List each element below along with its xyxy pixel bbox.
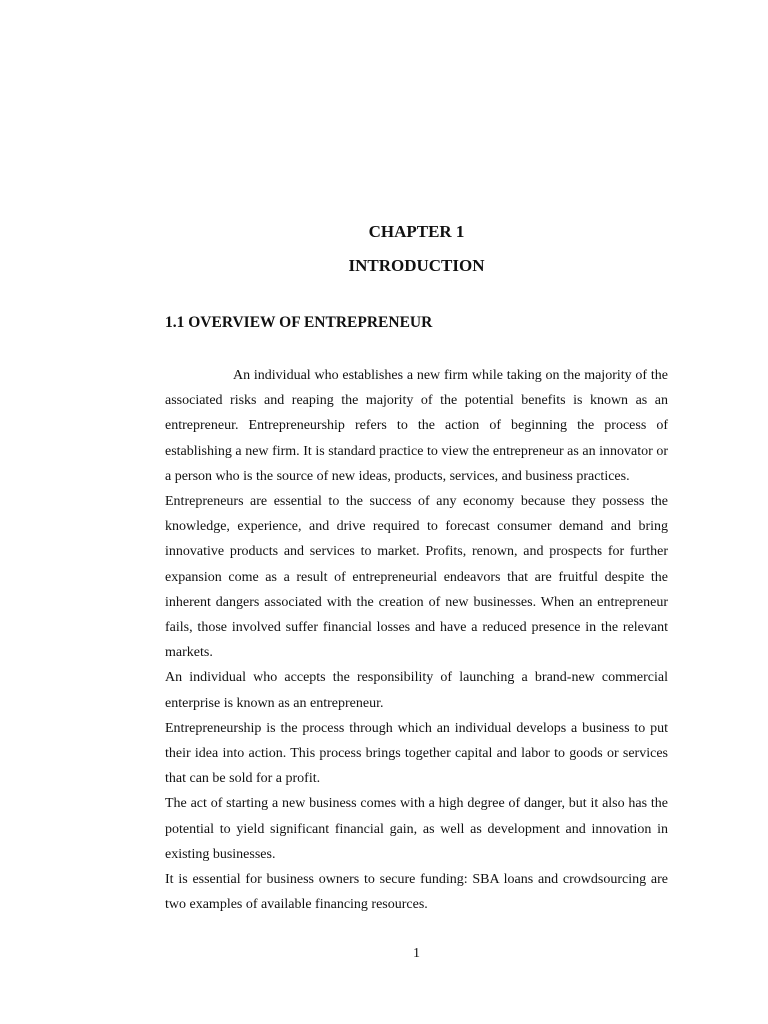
chapter-number: CHAPTER 1 (368, 222, 465, 241)
chapter-title: INTRODUCTION (348, 256, 485, 275)
paragraph: The act of starting a new business comes with a high degree of danger, but it also has the potential to yield significant financial gain, as well as development and innovation in existing businesses. (165, 796, 668, 862)
section-heading: 1.1 OVERVIEW OF ENTREPRENEUR (165, 314, 433, 331)
paragraph: It is essential for business owners to secure funding: SBA loans and crowdsourcing are two examples of available financing resources. (165, 872, 668, 913)
paragraph: Entrepreneurship is the process through which an individual develops a business to put their idea into action. This process brings together capital and labor to goods or services that can be sold for a profit. (165, 720, 668, 787)
body-text (165, 363, 668, 917)
paragraph: Entrepreneurs are essential to the success of any economy because they possess the knowledge, experience, and drive required to forecast consumer demand and bring innovative products and services to market. Profits, renown, and prospects for further expansion come as a result of entrepreneurial endeavors that are fruitful despite the inherent dangers associated with the creation of new businesses. When an entrepreneur fails, those involved suffer financial losses and have a reduced presence in the relevant markets. (165, 494, 668, 661)
paragraph: An individual who establishes a new firm while taking on the majority of the associated risks and reaping the majority of the potential benefits is known as an entrepreneur. Entrepreneurship refers to the action of beginning the process of establishing a new firm. It is standard practice to view the entrepreneur as an innovator or a person who is the source of new ideas, products, services, and business practices. (165, 368, 668, 484)
paragraph: An individual who accepts the responsibility of launching a brand-new commercial enterprise is known as an entrepreneur. (165, 670, 668, 711)
page-number: 1 (413, 946, 420, 961)
